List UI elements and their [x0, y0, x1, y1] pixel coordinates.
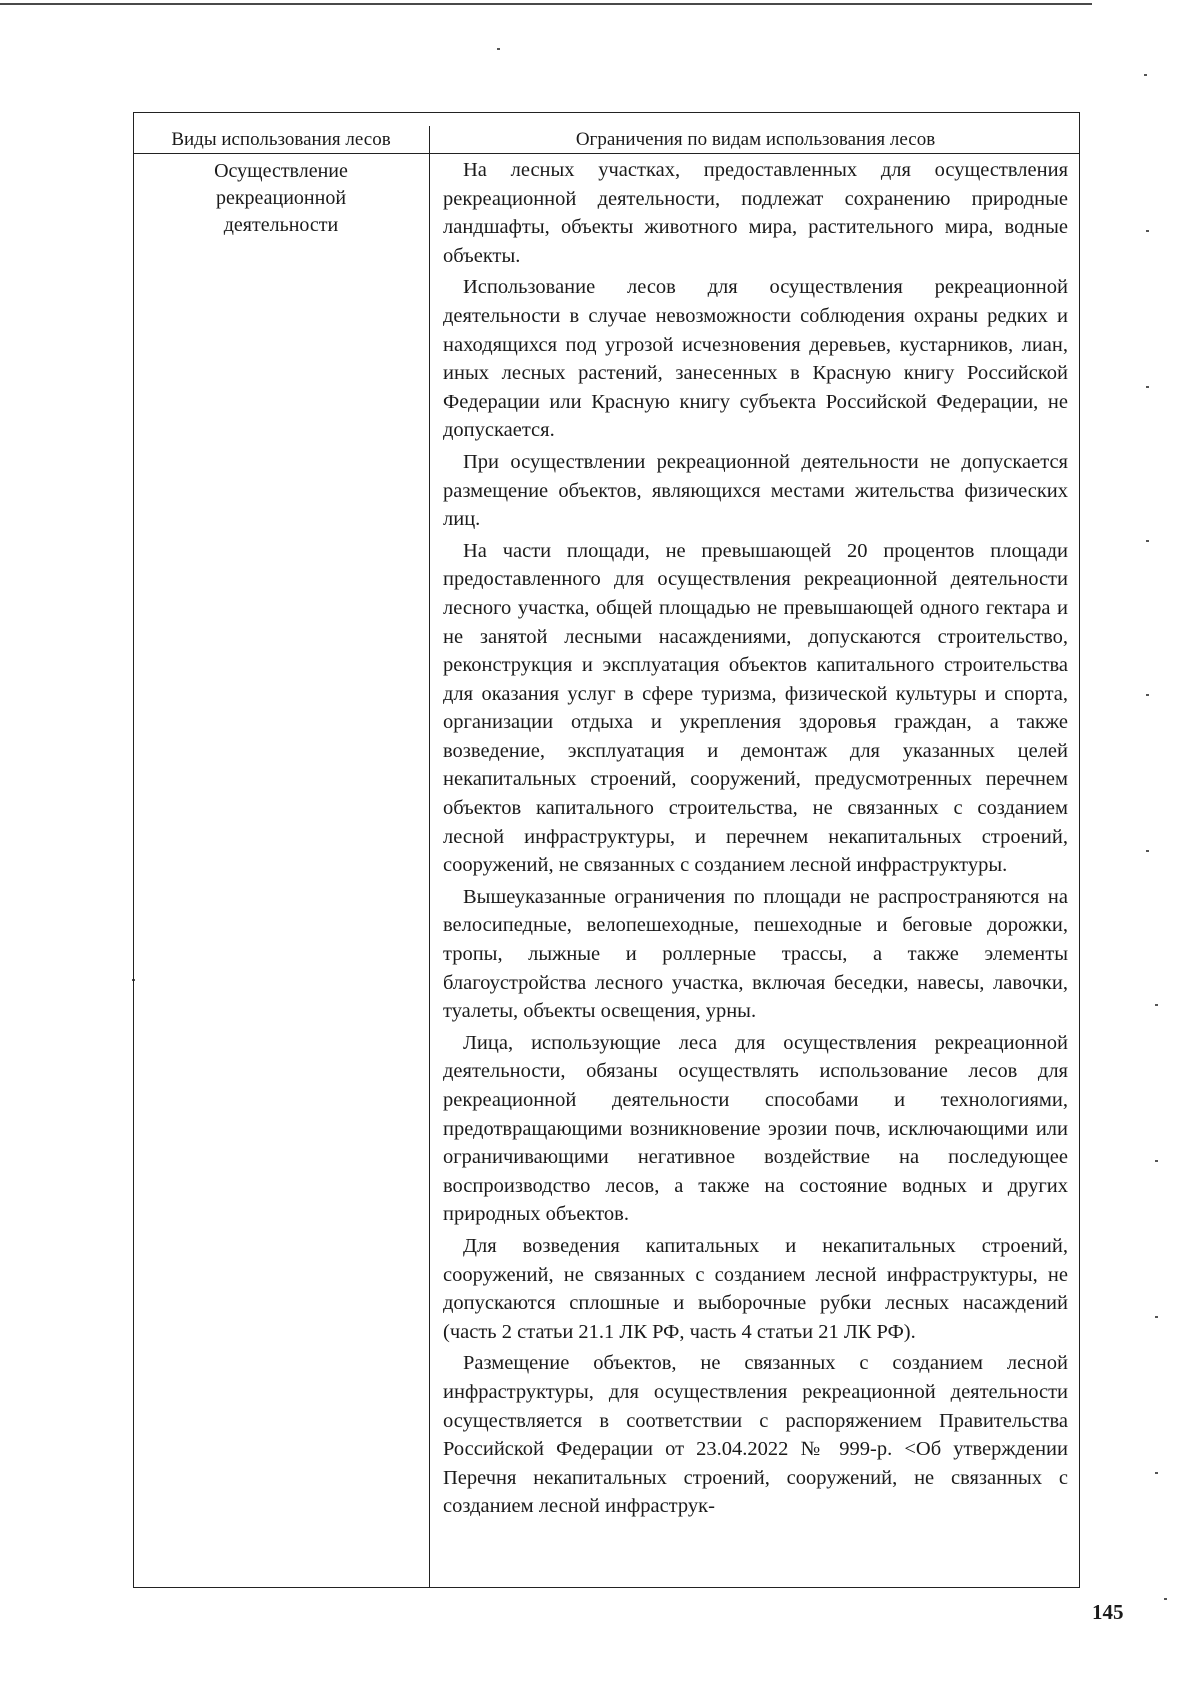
scan-speck [1144, 74, 1147, 76]
restriction-paragraph: На лесных участках, предоставленных для осуществления рекреационной деятельности, подлежат сохранению природные ландшафты, объекты животного мира, растительного мира, водные объекты. [443, 159, 1068, 267]
restriction-paragraph: Использование лесов для осуществления рекреационной деятельности в случае невозможности соблюдения охраны редких и находящихся под угрозой исчезновения деревьев, кустарников, лиан, иных лесных растений, занесенных в Красную книгу Российской Федерации или Красную книгу субъекта Российской Федерации, не допускается. [443, 276, 1068, 442]
scan-speck [1146, 694, 1149, 696]
header-row-divider [133, 153, 1080, 154]
use-type-line: деятельности [223, 214, 339, 236]
header-use-restrictions: Ограничения по видам использования лесов [575, 129, 936, 150]
restrictions-cell [443, 156, 1068, 1524]
scan-speck [1164, 1598, 1167, 1600]
restriction-paragraph: Для возведения капитальных и некапитальных строений, сооружений, не связанных с созданием лесной инфраструктуры, не допускаются сплошные и выборочные рубки лесных насаждений (часть 2 статьи 21.1 ЛК РФ, часть 4 статьи 21 ЛК РФ). [443, 1234, 1068, 1343]
column-divider [429, 126, 430, 1588]
scan-speck [1146, 850, 1149, 852]
restriction-paragraph: Лица, использующие леса для осуществления рекреационной деятельности, обязаны осуществлять использование лесов для рекреационной деятельности способами и технологиями, предотвращающими возникновение эрозии почв, исключающими или ограничивающими негативное воздействие на последующее воспроизводство лесов, а также на состояние водных и других природных объектов. [443, 1031, 1068, 1226]
header-forest-use-types: Виды использования лесов [171, 129, 391, 150]
scan-edge-line [0, 3, 1092, 5]
scan-speck [1146, 540, 1149, 542]
scan-speck [1155, 1160, 1158, 1162]
scan-speck [497, 48, 500, 50]
scan-speck [1155, 1316, 1158, 1318]
scan-speck [1146, 386, 1149, 388]
scan-speck [1155, 1004, 1158, 1006]
restriction-paragraph: Размещение объектов, не связанных с созданием лесной инфраструктуры, для осуществления рекреационной деятельности осуществляется в соответствии с распоряжением Правительства Российской Федерации от 23.04.2022 № 999-р. <Об утверждении Перечня некапитальных строений, сооружений, не связанных с созданием лесной инфраструк- [443, 1352, 1068, 1518]
scan-speck [1146, 230, 1149, 232]
use-type-cell [133, 158, 429, 239]
restriction-paragraph: При осуществлении рекреационной деятельности не допускается размещение объектов, являющихся местами жительства физических лиц. [443, 450, 1068, 531]
restriction-paragraph: Вышеуказанные ограничения по площади не распространяются на велосипедные, велопешеходные, пешеходные и беговые дорожки, тропы, лыжные и роллерные трассы, а также элементы благоустройства лесного участка, включая беседки, навесы, лавочки, туалеты, объекты освещения, урны. [443, 885, 1068, 1023]
restriction-paragraph: На части площади, не превышающей 20 процентов площади предоставленного для осуществления рекреационной деятельности лесного участка, общей площадью не превышающей одного гектара и не занятой лесными насаждениями, допускаются строительство, реконструкция и эксплуатация объектов капитального строительства для оказания услуг в сфере туризма, физической культуры и спорта, организации отдыха и укрепления здоровья граждан, а также возведение, эксплуатация и демонтаж для указанных целей некапитальных строений, сооружений, предусмотренных перечнем объектов капитального строительства, не связанных с созданием лесной инфраструктуры, и перечнем некапитальных строений, сооружений, не связанных с созданием лесной инфраструктуры. [443, 539, 1068, 877]
scan-speck [1155, 1472, 1158, 1474]
page-number: 145 [1092, 1600, 1124, 1624]
use-type-line: Осуществление [214, 160, 348, 182]
use-type-line: рекреационной [215, 187, 347, 209]
